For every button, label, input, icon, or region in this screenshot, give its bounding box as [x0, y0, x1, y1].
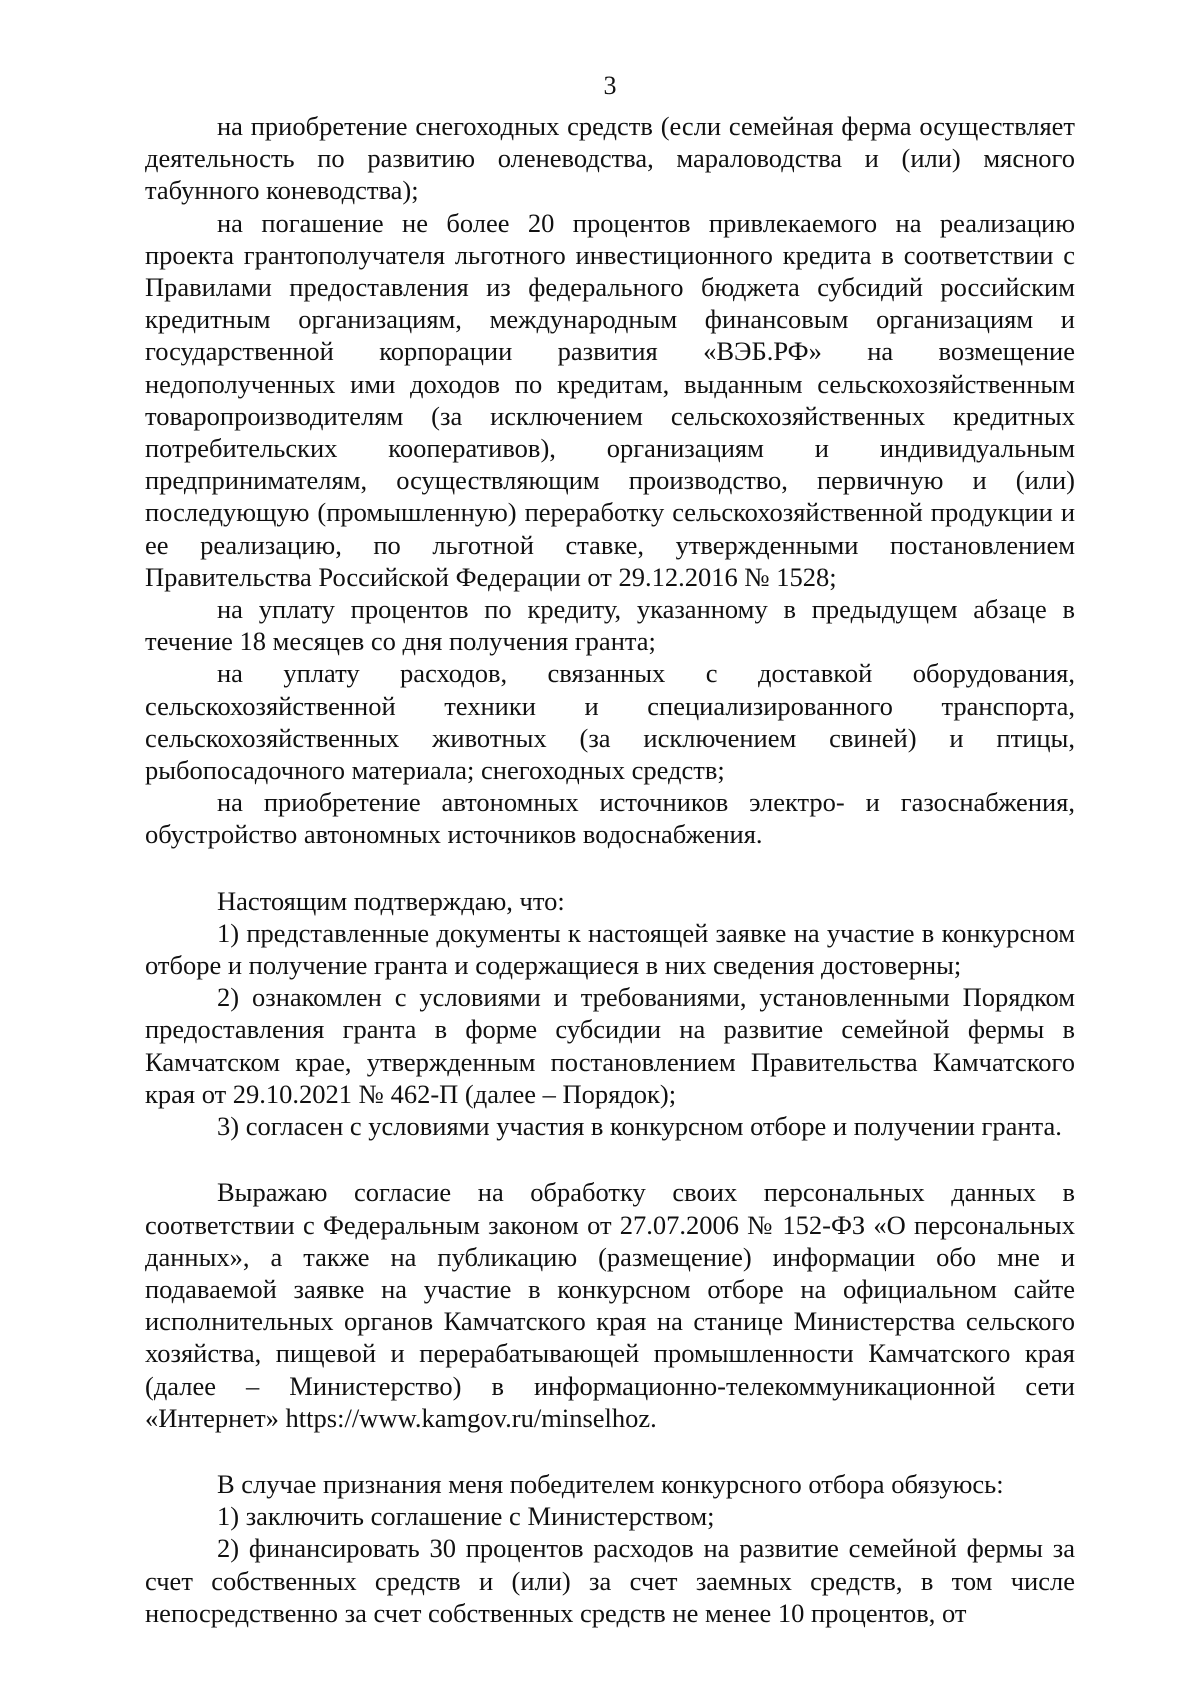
paragraph: на приобретение снегоходных средств (если семейная ферма осуществляет деятельность по развитию оленеводства, мараловодства и (или) мясного табунного коневодства);: [145, 111, 1075, 206]
paragraph: на уплату расходов, связанных с доставкой оборудования, сельскохозяйственной техники и специализированного транспорта, сельскохозяйственных животных (за исключением свиней) и птицы, рыбопосадочного материала; снегоходных средств;: [145, 658, 1075, 786]
page-number: 3: [603, 71, 617, 100]
paragraph: 1) представленные документы к настоящей заявке на участие в конкурсном отборе и получение гранта и содержащиеся в них сведения достоверны;: [145, 917, 1075, 981]
paragraph: на приобретение автономных источников электро- и газоснабжения, обустройство автономных источников водоснабжения.: [145, 787, 1075, 850]
paragraph: на погашение не более 20 процентов привлекаемого на реализацию проекта грантополучателя льготного инвестиционного кредита в соответствии с Правилами предоставления из федерального бюджета субсидий российским кредитным организациям, международным финансовым организациям и государственной корпорации развития «ВЭБ.РФ» на возмещение недополученных ими доходов по кредитам, выданным сельскохозяйственным товаропроизводителям (за исключением сельскохозяйственных кредитных потребительских кооперативов), организациям и индивидуальным предпринимателям, осуществляющим производство, первичную и (или) последующую (промышленную) переработку сельскохозяйственной продукции и ее реализацию, по льготной ставке, утвержденными постановлением Правительства Российской Федерации от 29.12.2016 № 1528;: [145, 207, 1075, 592]
paragraph: 2) финансировать 30 процентов расходов на развитие семейной фермы за счет собственных средств и (или) за счет заемных средств, в том числе непосредственно за счет собственных средств не менее 10 процентов, от: [145, 1533, 1075, 1628]
section-spacer: [145, 1142, 1075, 1176]
paragraph: 3) согласен с условиями участия в конкурсном отборе и получении гранта.: [217, 1111, 1062, 1142]
section-spacer: [145, 851, 1075, 885]
section-spacer: [145, 1434, 1075, 1468]
paragraph: В случае признания меня победителем конкурсного отбора обязуюсь:: [217, 1468, 1004, 1499]
paragraph: 1) заключить соглашение с Министерством;: [217, 1501, 715, 1532]
paragraph: Выражаю согласие на обработку своих персональных данных в соответствии с Федеральным законом от 27.07.2006 № 152-ФЗ «О персональных данных», а также на публикацию (размещение) информации обо мне и подаваемой заявке на участие в конкурсном отборе на официальном сайте исполнительных органов Камчатского края на станице Министерства сельского хозяйства, пищевой и перерабатывающей промышленности Камчатского края (далее – Министерство) в информационно-телекоммуникационной сети «Интернет» https://www.kamgov.ru/minselhoz.: [145, 1177, 1075, 1433]
paragraph: Настоящим подтверждаю, что:: [217, 885, 565, 916]
paragraph: 2) ознакомлен с условиями и требованиями, установленными Порядком предоставления гранта в форме субсидии на развитие семейной фермы в Камчатском крае, утвержденным постановлением Правительства Камчатского края от 29.10.2021 № 462-П (далее – Порядок);: [145, 982, 1075, 1109]
paragraph: на уплату процентов по кредиту, указанному в предыдущем абзаце в течение 18 месяцев со дня получения гранта;: [145, 594, 1075, 657]
